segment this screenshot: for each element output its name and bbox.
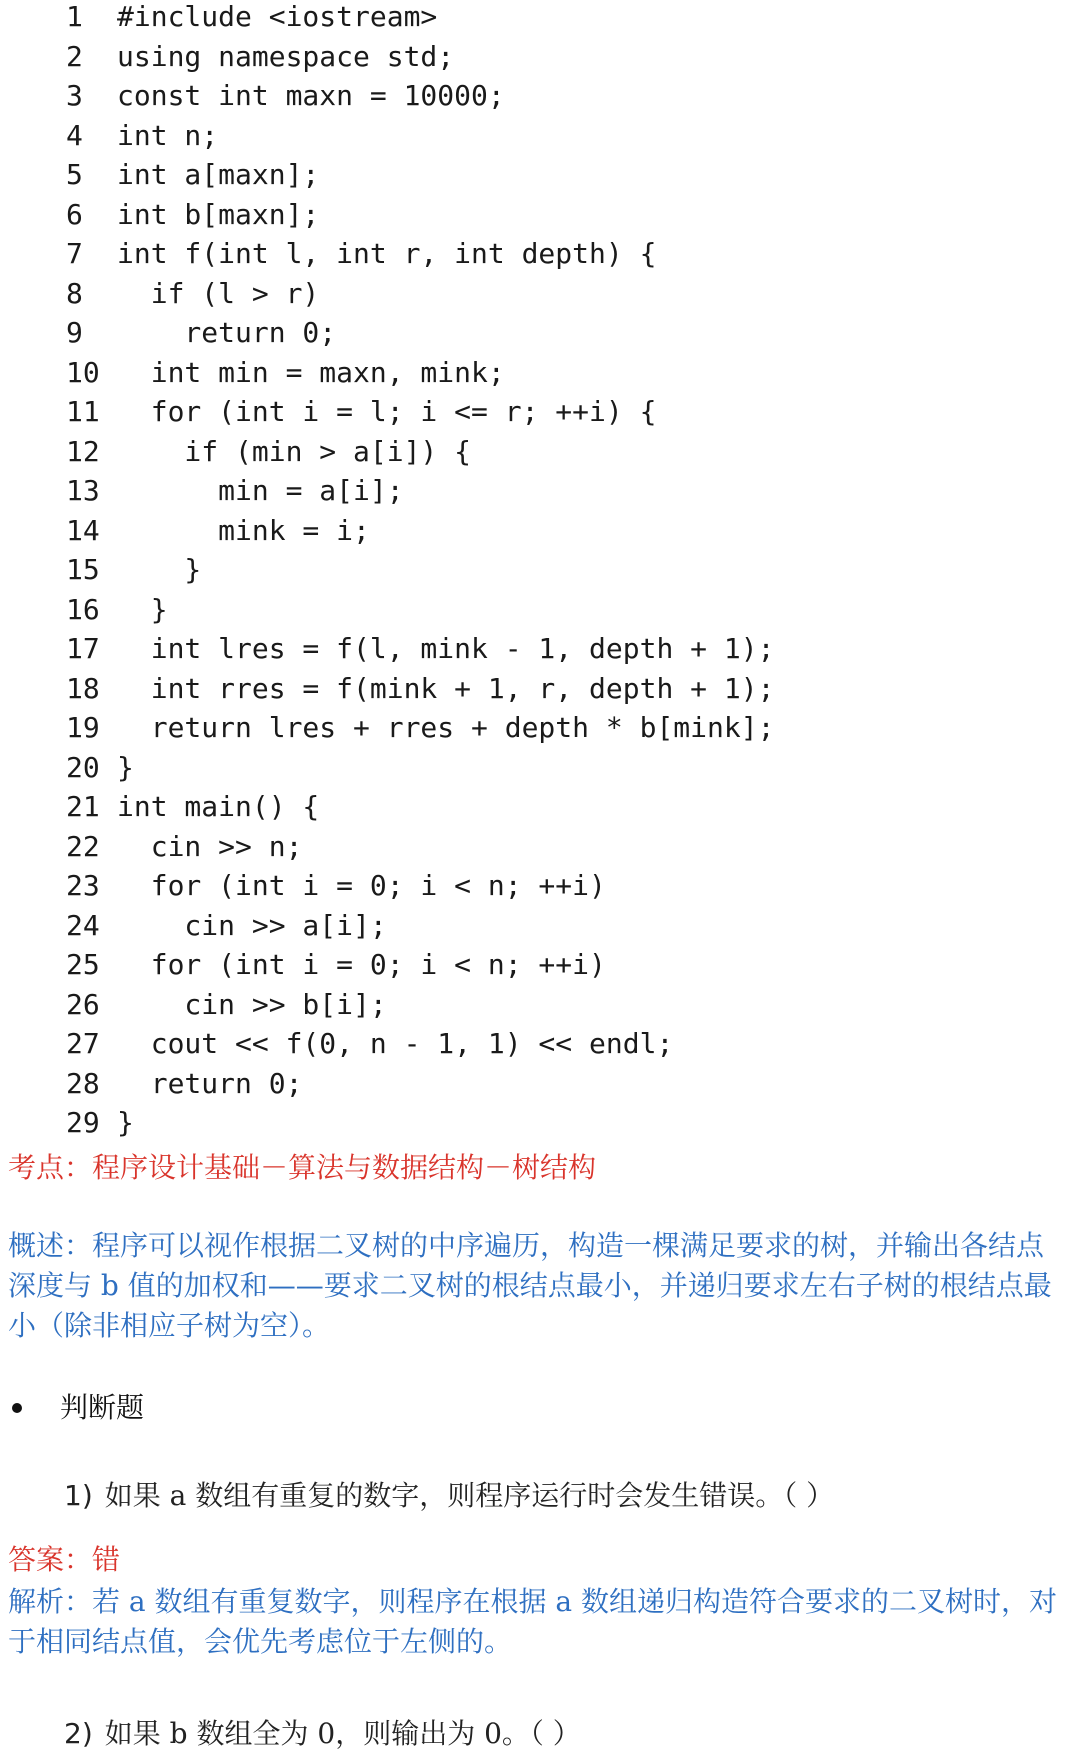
- code-text: cin >> b[i];: [117, 987, 387, 1021]
- code-text: using namespace std;: [117, 39, 455, 73]
- line-number: 28: [66, 1066, 100, 1100]
- question-text: 如果 a 数组有重复的数字，则程序运行时会发生错误。（ ）: [104, 1479, 835, 1512]
- question-2: [64, 1712, 581, 1756]
- code-line: [0, 985, 1080, 1024]
- answer-label: 答案：错: [8, 1543, 121, 1576]
- code-line: [0, 669, 1080, 708]
- code-line: [0, 234, 1080, 273]
- code-text: int min = maxn, mink;: [117, 355, 505, 389]
- topic-label: 考点：程序设计基础－算法与数据结构－树结构: [8, 1151, 597, 1184]
- code-text: }: [117, 1106, 134, 1139]
- code-text: const int maxn = 10000;: [117, 79, 505, 112]
- line-number: 26: [66, 987, 100, 1021]
- code-text: }: [117, 750, 134, 784]
- line-number: 27: [66, 1027, 100, 1060]
- line-number: 8: [66, 276, 83, 310]
- code-line: [0, 708, 1080, 747]
- code-text: #include <iostream>: [117, 0, 438, 33]
- question-number: 1): [64, 1479, 93, 1512]
- line-number: 6: [66, 197, 83, 231]
- code-line: [0, 590, 1080, 629]
- code-text: cout << f(0, n - 1, 1) << endl;: [117, 1027, 674, 1060]
- section-title: 判断题: [60, 1391, 145, 1424]
- code-text: for (int i = 0; i < n; ++i): [117, 948, 606, 981]
- code-line: [0, 827, 1080, 866]
- code-line: [0, 1103, 1080, 1142]
- code-text: return 0;: [117, 316, 337, 349]
- code-text: for (int i = 0; i < n; ++i): [117, 869, 606, 902]
- line-number: 21: [66, 790, 100, 823]
- code-text: int n;: [117, 118, 219, 152]
- code-text: min = a[i];: [117, 474, 404, 507]
- code-line: [0, 748, 1080, 787]
- code-text: int a[maxn];: [117, 158, 320, 191]
- question-number: 2): [64, 1717, 93, 1750]
- code-text: cin >> a[i];: [117, 908, 387, 942]
- line-number: 13: [66, 474, 100, 507]
- line-number: 24: [66, 908, 100, 942]
- line-number: 11: [66, 395, 100, 428]
- code-text: int rres = f(mink + 1, r, depth + 1);: [117, 671, 775, 705]
- section-heading: [8, 1386, 408, 1430]
- line-number: 7: [66, 237, 83, 270]
- line-number: 15: [66, 553, 100, 586]
- code-line: [0, 116, 1080, 155]
- code-text: if (l > r): [117, 276, 320, 310]
- code-text: cin >> n;: [117, 829, 303, 863]
- line-number: 5: [66, 158, 83, 191]
- question-1: [64, 1474, 834, 1518]
- code-line: [0, 0, 1080, 36]
- code-line: [0, 471, 1080, 510]
- code-text: mink = i;: [117, 513, 370, 547]
- code-line: [0, 629, 1080, 668]
- summary-paragraph: 概述：程序可以视作根据二叉树的中序遍历，构造一棵满足要求的树，并输出各结点深度与 b 值的加权和——要求二叉树的根结点最小，并递归要求左右子树的根结点最小（除非相应子树为空）。: [8, 1229, 1052, 1342]
- code-line: [0, 906, 1080, 945]
- code-text: }: [117, 553, 202, 586]
- code-line: [0, 1024, 1080, 1063]
- line-number: 3: [66, 79, 83, 112]
- line-number: 4: [66, 118, 83, 152]
- line-number: 1: [66, 0, 83, 33]
- code-line: [0, 550, 1080, 589]
- code-text: if (min > a[i]) {: [117, 434, 472, 468]
- code-text: int lres = f(l, mink - 1, depth + 1);: [117, 632, 775, 665]
- code-line: [0, 945, 1080, 984]
- code-text: }: [117, 592, 168, 626]
- line-number: 20: [66, 750, 100, 784]
- line-number: 16: [66, 592, 100, 626]
- line-number: 2: [66, 39, 83, 73]
- code-line: [0, 866, 1080, 905]
- code-text: return 0;: [117, 1066, 303, 1100]
- code-text: int main() {: [117, 790, 320, 823]
- line-number: 25: [66, 948, 100, 981]
- code-line: [0, 37, 1080, 76]
- code-line: [0, 432, 1080, 471]
- line-number: 9: [66, 316, 83, 349]
- code-line: [0, 1064, 1080, 1103]
- code-line: [0, 195, 1080, 234]
- code-text: int f(int l, int r, int depth) {: [117, 237, 657, 270]
- code-text: for (int i = l; i <= r; ++i) {: [117, 395, 657, 428]
- line-number: 14: [66, 513, 100, 547]
- line-number: 10: [66, 355, 100, 389]
- question-text: 如果 b 数组全为 0，则输出为 0。（ ）: [104, 1717, 581, 1750]
- code-line: [0, 274, 1080, 313]
- line-number: 22: [66, 829, 100, 863]
- line-number: 19: [66, 711, 100, 744]
- code-line: [0, 313, 1080, 352]
- analysis-paragraph: 解析：若 a 数组有重复数字，则程序在根据 a 数组递归构造符合要求的二叉树时，对于相同结点值，会优先考虑位于左侧的。: [8, 1585, 1057, 1658]
- bullet-icon: [12, 1403, 22, 1413]
- line-number: 29: [66, 1106, 100, 1139]
- line-number: 12: [66, 434, 100, 468]
- code-line: [0, 511, 1080, 550]
- code-text: return lres + rres + depth * b[mink];: [117, 711, 775, 744]
- line-number: 18: [66, 671, 100, 705]
- code-line: [0, 155, 1080, 194]
- code-line: [0, 392, 1080, 431]
- line-number: 23: [66, 869, 100, 902]
- code-line: [0, 787, 1080, 826]
- code-text: int b[maxn];: [117, 197, 320, 231]
- code-line: [0, 76, 1080, 115]
- code-line: [0, 353, 1080, 392]
- line-number: 17: [66, 632, 100, 665]
